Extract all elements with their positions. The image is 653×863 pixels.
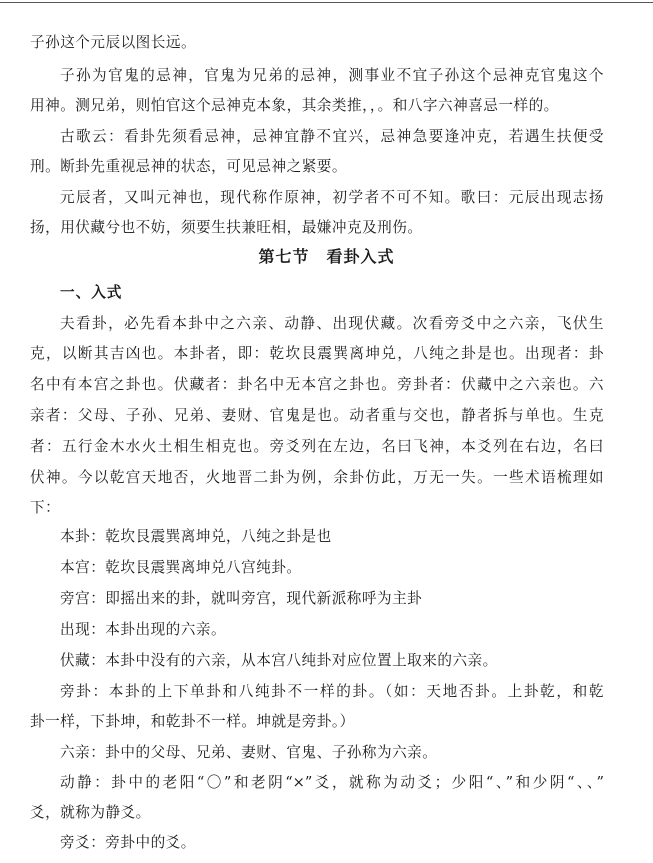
definition-item: 本卦：乾坎艮震巽离坤兑，八纯之卦是也 [60,528,332,545]
text-line: 夫看卦，必先看本卦中之六亲、动静、出现伏藏。次看旁爻中之六亲，飞伏生 [60,315,604,332]
sub-heading: 一、入式 [60,284,123,301]
text-line: 子孙为官鬼的忌神，官鬼为兄弟的忌神，测事业不宜子孙这个忌神克官鬼这个 [60,67,604,84]
definition-item: 出现：本卦出现的六亲。 [60,621,227,638]
text-line: 古歌云：看卦先须看忌神，忌神宜静不宜兴，忌神急要逢冲克，若遇生扶便受 [60,128,604,145]
section-title: 第七节 看卦入式 [258,247,395,266]
definition-item: 旁卦：本卦的上下单卦和八纯卦不一样的卦。（如：天地否卦。上卦乾，和乾 [60,683,604,700]
definition-item-continued: 卦一样，下卦坤，和乾卦不一样。坤就是旁卦。） [30,713,355,730]
definition-item: 动静：卦中的老阳“〇”和老阴“×”爻，就称为动爻；少阳“、”和少阴“、、” [60,774,604,791]
text-line: 刑。断卦先重视忌神的状态，可见忌神之紧要。 [30,158,347,175]
definition-item: 本宫：乾坎艮震巽离坤兑八宫纯卦。 [60,559,302,576]
definition-item-continued: 爻，就称为静爻。 [30,804,151,821]
text-line: 元辰者，又叫元神也，现代称作原神，初学者不可不知。歌曰：元辰出现志扬 [60,189,604,206]
text-line: 下： [30,499,61,516]
text-line: 子孙这个元辰以图长远。 [30,34,197,51]
text-line: 亲者：父母、子孙、兄弟、妻财、官鬼是也。动者重与交也，静者拆与单也。生克 [30,407,604,424]
text-line: 名中有本宫之卦也。伏藏者：卦名中无本宫之卦也。旁卦者：伏藏中之六亲也。六 [30,376,604,393]
definition-item: 旁爻：旁卦中的爻。 [60,834,196,851]
text-line: 扬，用伏藏兮也不妨，须要生扶兼旺相，最嫌冲克及刑伤。 [30,219,423,236]
text-line: 伏神。今以乾宫天地否，火地晋二卦为例，余卦仿此，万无一失。一些术语梳理如 [30,469,604,486]
definition-item: 六亲：卦中的父母、兄弟、妻财、官鬼、子孙称为六亲。 [60,744,438,761]
definition-item: 伏藏：本卦中没有的六亲，从本宫八纯卦对应位置上取来的六亲。 [60,652,498,669]
definition-item: 旁宫：即摇出来的卦，就叫旁宫，现代新派称呼为主卦 [60,590,423,607]
text-line: 克，以断其吉凶也。本卦者，即：乾坎艮震巽离坤兑，八纯之卦是也。出现者：卦 [30,345,604,362]
text-line: 用神。测兄弟，则怕官这个忌神克本象，其余类推，，。和八字六神喜忌一样的。 [30,97,559,114]
text-line: 者：五行金木水火土相生相克也。旁爻列在左边，名曰飞神，本爻列在右边，名曰 [30,438,604,455]
